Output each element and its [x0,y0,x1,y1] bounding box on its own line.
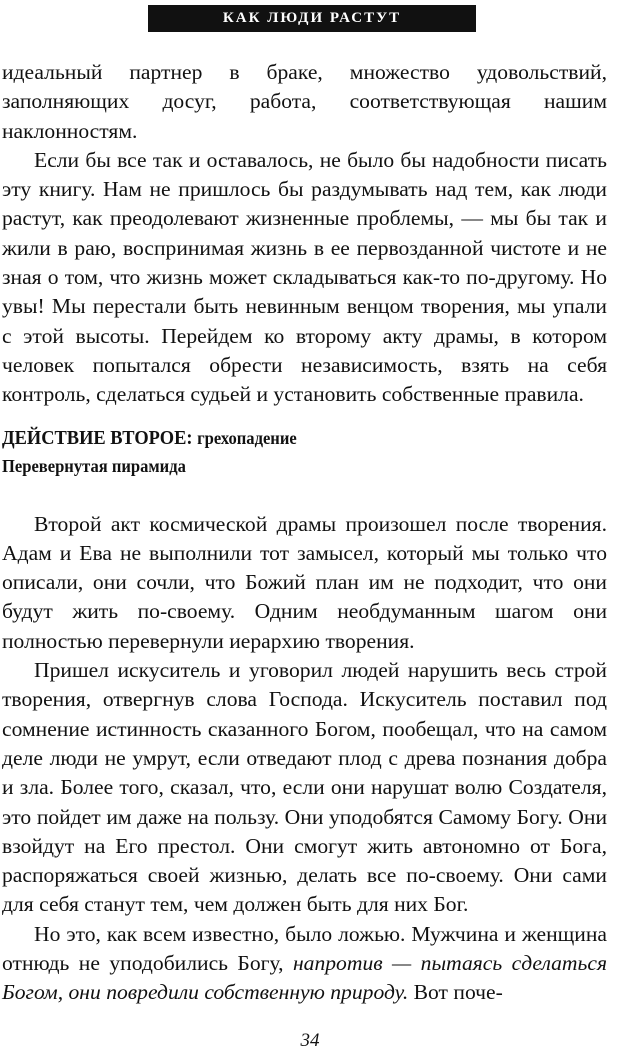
section-subtitle: грехопадение [197,427,297,448]
paragraph-5-end: Вот поче- [413,980,503,1005]
paragraph-1: идеальный партнер в браке, множество удовольствий, заполняющих досуг, работа, соответствующая нашим наклонностям. [2,60,607,143]
subheading: Перевернутая пирамида [2,455,186,476]
running-title: КАК ЛЮДИ РАСТУТ [222,10,402,26]
page-body [2,58,607,1008]
section-title: ДЕЙСТВИЕ ВТОРОЕ: [2,426,193,449]
paragraph-5-start: Но это, как всем известно, было ложью. Мужчина и женщина отнюдь не уподобились Богу, [2,921,607,976]
running-header [148,5,476,32]
paragraph-3: Второй акт космической драмы произошел после творения. Адам и Ева не выполнили тот замысел, который мы только что описали, они сочли, что Божий план им не подходит, что они будут жить по-своему. Одним необдуманным шагом они полностью перевернули иерархию творения. [2,511,607,653]
paragraph-5 [2,920,607,1008]
paragraph-2: Если бы все так и оставалось, не было бы надобности писать эту книгу. Нам не пришлось бы раздумывать над тем, как люди растут, как преодолевают жизненные проблемы, — мы бы так и жили в раю, воспринимая жизнь в ее первозданной чистоте и не зная о том, что жизнь может складываться как-то по-другому. Но увы! Мы перестали быть невинным венцом творения, мы упали с этой высоты. Перейдем ко второму акту драмы, в котором человек попытался обрести независимость, взять на себя контроль, сделаться судьей и установить собственные правила. [2,147,607,407]
section-heading [2,424,559,452]
paragraph-5-italic: напротив — пытаясь сделаться Богом, они повредили собственную природу. [2,951,607,1005]
page-number: 34 [300,1030,320,1051]
paragraph-4: Пришел искуситель и уговорил людей нарушить весь строй творения, отвергнув слова Господа. Искуситель поставил под сомнение истинность сказанного Богом, пообещал, что на самом деле люди не умрут, если отведают плод с древа познания добра и зла. Более того, сказал, что, если они нарушат волю Создателя, это пойдет им даже на пользу. Они уподобятся Самому Богу. Они взойдут на Его престол. Они смогут жить автономно от Бога, распоряжаться своей жизнью, делать все по-своему. Они сами для себя станут тем, чем должен быть для них Бог. [2,658,607,917]
